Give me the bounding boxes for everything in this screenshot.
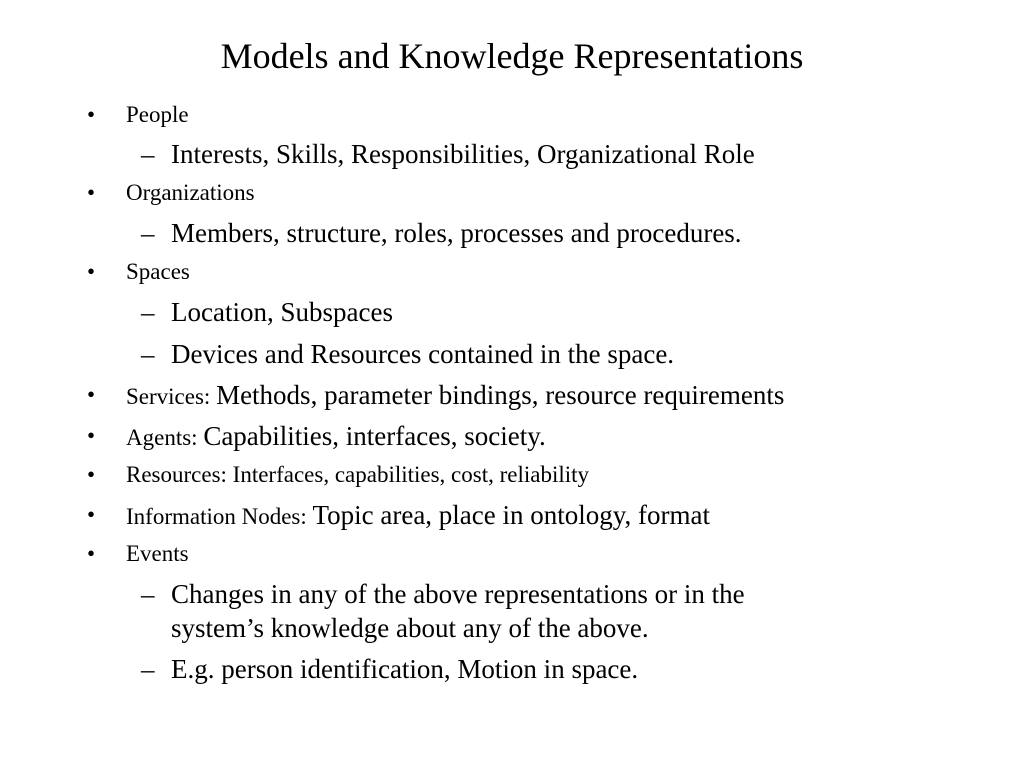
sub-item-text-line2: system’s knowledge about any of the above. <box>171 613 649 643</box>
bullet-icon: • <box>87 259 96 284</box>
dash-icon: – <box>141 339 155 369</box>
bullet-icon: • <box>87 180 96 205</box>
sub-item-text: E.g. person identification, Motion in space. <box>171 654 639 684</box>
bullet-icon: • <box>87 102 96 127</box>
dash-icon: – <box>141 654 155 684</box>
bullet-icon: • <box>87 382 96 407</box>
slide-title: Models and Knowledge Representations <box>220 36 804 76</box>
item-label: People <box>126 102 189 127</box>
sub-item-text: Location, Subspaces <box>171 297 393 327</box>
item-label: Services: <box>126 384 217 409</box>
item-label: Information Nodes: <box>126 504 313 529</box>
item-label: Spaces <box>126 259 190 284</box>
dash-icon: – <box>141 218 155 248</box>
bullet-icon: • <box>87 502 96 527</box>
sub-item-text-line1: Changes in any of the above representations or in the <box>171 579 745 609</box>
item-label: Organizations <box>126 180 255 205</box>
dash-icon: – <box>141 139 155 169</box>
item-detail: Topic area, place in ontology, format <box>312 500 710 530</box>
item-detail: Capabilities, interfaces, society. <box>203 421 546 451</box>
bullet-icon: • <box>87 423 96 448</box>
sub-item-text: Members, structure, roles, processes and procedures. <box>171 218 742 248</box>
sub-item-text: Interests, Skills, Responsibilities, Organizational Role <box>171 139 755 169</box>
sub-item-text: Devices and Resources contained in the space. <box>171 339 675 369</box>
item-label: Events <box>126 541 189 566</box>
item-label: Agents: <box>126 425 204 450</box>
item-detail: Methods, parameter bindings, resource requirements <box>216 380 785 410</box>
dash-icon: – <box>141 579 155 609</box>
dash-icon: – <box>141 297 155 327</box>
bullet-icon: • <box>87 462 96 487</box>
bullet-icon: • <box>87 541 96 566</box>
item-label: Resources: Interfaces, capabilities, cost, reliability <box>126 462 590 487</box>
